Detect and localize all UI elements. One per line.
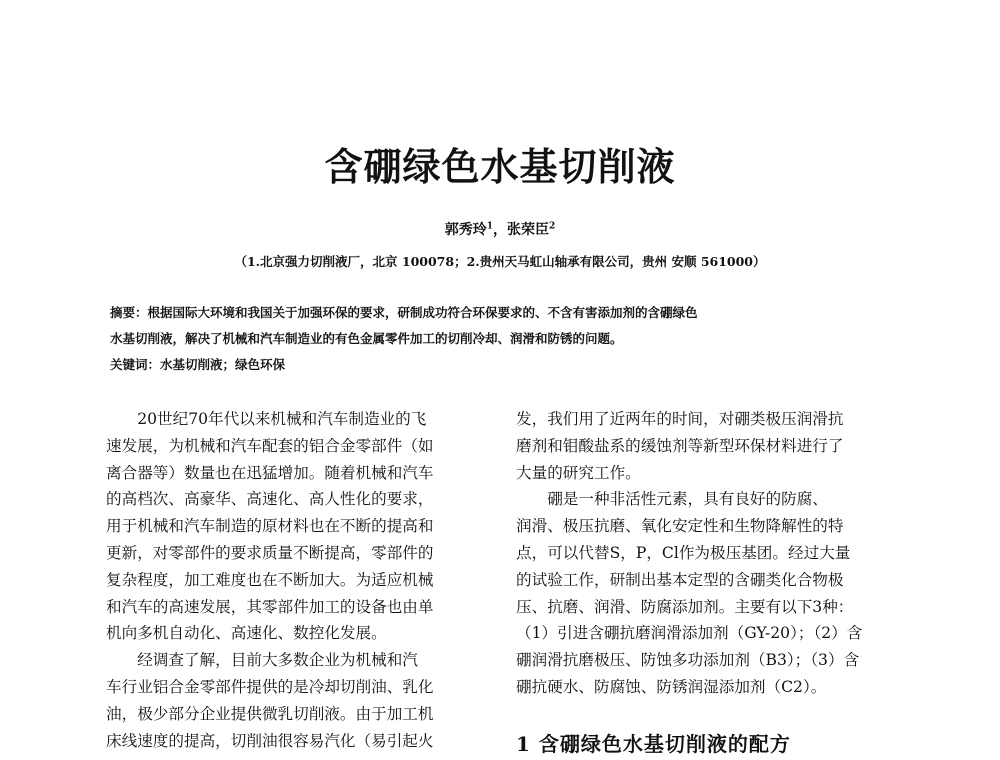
body-column-left [106, 406, 486, 754]
section-heading: 1 含硼绿色水基切削液的配方 [516, 732, 791, 756]
body-right-line: 硼润滑抗磨极压、防蚀多功添加剂（B3）；（3）含 [516, 651, 860, 670]
keywords-label: 关键词： [110, 357, 161, 372]
author-line [0, 220, 1000, 240]
body-left-line: 的高档次、高豪华、高速化、高人性化的要求， [106, 490, 434, 509]
abstract-text-1: 根据国际大环境和我国关于加强环保的要求，研制成功符合环保要求的、不含有害添加剂的含硼绿色 [147, 305, 698, 320]
author-2-affil-mark: 2 [549, 221, 556, 232]
abstract-line-2: 水基切削液，解决了机械和汽车制造业的有色金属零件加工的切削冷却、润滑和防锈的问题。 [110, 331, 623, 346]
author-separator: ， [493, 222, 507, 238]
body-left-line: 机向多机自动化、高速化、数控化发展。 [106, 624, 387, 643]
keywords-text: 水基切削液；绿色环保 [160, 357, 286, 372]
body-right-line: 磨剂和钼酸盐系的缓蚀剂等新型环保材料进行了 [516, 436, 844, 455]
body-left-line: 速发展，为机械和汽车配套的铝合金零部件（如 [106, 436, 434, 455]
abstract [110, 300, 890, 352]
body-right-line: 硼是一种非活性元素，具有良好的防腐、 [516, 490, 828, 509]
body-right-line: 发，我们用了近两年的时间，对硼类极压润滑抗 [516, 410, 844, 428]
paper-title: 含硼绿色水基切削液 [324, 144, 676, 189]
author-1-affil-mark: 1 [486, 221, 493, 232]
body-left-line: 车行业铝合金零部件提供的是冷却切削油、乳化 [106, 677, 434, 696]
body-left-line: 更新，对零部件的要求质量不断提高，零部件的 [106, 543, 434, 562]
body-right-line: 的试验工作，研制出基本定型的含硼类化合物极 [516, 570, 844, 589]
abstract-line-1 [110, 300, 890, 326]
body-left-line: 离合器等）数量也在迅猛增加。随着机械和汽车 [106, 463, 434, 482]
affiliation-line: （1.北京强力切削液厂，北京 100078；2.贵州天马虹山轴承有限公司，贵州 安顺 561000） [234, 254, 766, 269]
body-right-line: 大量的研究工作。 [516, 463, 641, 482]
body-left-line: 20世纪70年代以来机械和汽车制造业的飞 [106, 410, 427, 428]
author-2: 张荣臣 [507, 222, 549, 238]
body-right-line: （1）引进含硼抗磨润滑添加剂（GY-20）；（2）含 [516, 624, 863, 643]
body-left-line: 复杂程度，加工难度也在不断加大。为适应机械 [106, 570, 434, 589]
body-left-line: 油，极少部分企业提供微乳切削液。由于加工机 [106, 704, 434, 723]
body-right-line: 压、抗磨、润滑、防腐添加剂。主要有以下3种： [516, 597, 854, 616]
body-left-line: 床线速度的提高，切削油很容易汽化（易引起火 [106, 731, 434, 750]
body-column-right [516, 406, 898, 701]
body-right-line: 点，可以代替S，P，Cl作为极压基团。经过大量 [516, 543, 851, 562]
body-right-line: 润滑、极压抗磨、氧化安定性和生物降解性的特 [516, 517, 844, 536]
keywords [110, 352, 890, 378]
body-right-line: 硼抗硬水、防腐蚀、防锈润湿添加剂（C2）。 [516, 677, 827, 696]
body-left-line: 用于机械和汽车制造的原材料也在不断的提高和 [106, 517, 434, 536]
abstract-label: 摘要： [110, 305, 148, 320]
body-left-line: 和汽车的高速发展，其零部件加工的设备也由单 [106, 597, 434, 616]
author-1: 郭秀玲 [444, 222, 487, 238]
body-left-line: 经调查了解，目前大多数企业为机械和汽 [106, 651, 418, 670]
